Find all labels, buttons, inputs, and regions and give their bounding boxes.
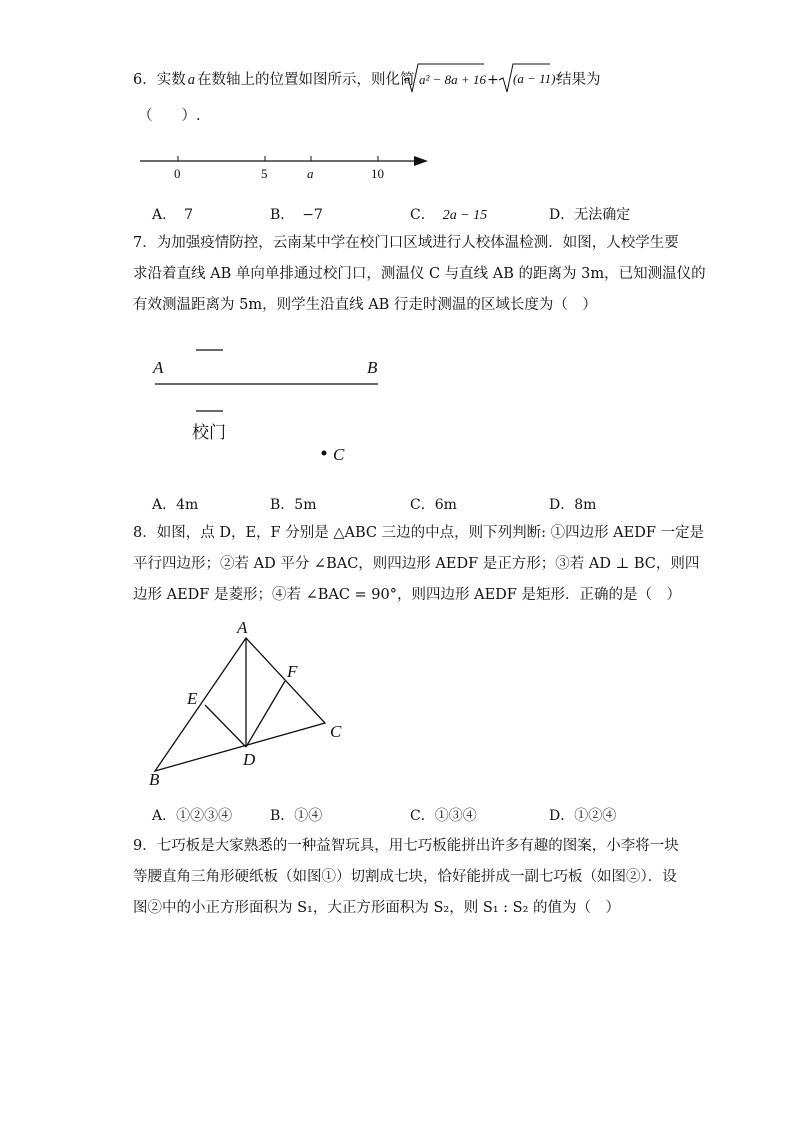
q7-line-1: 7．为加强疫情防控，云南某中学在校门口区域进行人校体温检测．如图，人校学生要 <box>133 235 679 251</box>
q6-text-post: 结果为 <box>557 72 601 88</box>
q9-line-1: 9．七巧板是大家熟悉的一种益智玩具，用七巧板能拼出许多有趣的图案，小李将一块 <box>133 838 679 854</box>
q8-line-1: 8．如图，点 D，E，F 分别是 △ABC 三边的中点，则下列判断: ①四边形 AEDF 一定是 <box>133 525 705 541</box>
q7-label-a: A <box>153 358 164 377</box>
option-value: 7 <box>184 207 194 223</box>
option-label: B． <box>270 207 295 223</box>
option-value: 8m <box>574 497 597 513</box>
q6-paren: （ ）. <box>138 108 201 124</box>
option-label: A． <box>152 808 177 824</box>
option-label: A． <box>152 497 177 513</box>
q8-label-d: D <box>243 750 256 769</box>
option-value: ①②④ <box>574 808 617 824</box>
q6-tick-10: 10 <box>371 166 384 181</box>
q8-option-b[interactable] <box>270 805 322 825</box>
q6-expr1: a² − 8a + 16 <box>419 72 486 87</box>
q6-tick-0: 0 <box>174 166 181 181</box>
q8-option-d[interactable] <box>549 805 616 825</box>
option-value: 2a − 15 <box>442 208 488 223</box>
option-value: ①④ <box>294 808 323 824</box>
q7-line-3: 有效测温距离为 5m，则学生沿直线 AB 行走时测温的区域长度为（ ） <box>133 297 597 313</box>
option-label: D． <box>549 497 575 513</box>
q8-label-a: A <box>237 618 248 637</box>
option-label: C． <box>410 207 435 223</box>
q6-plus: + <box>487 72 499 88</box>
q8-label-e: E <box>187 689 198 708</box>
q8-line-2: 平行四边形；②若 AD 平分 ∠BAC，则四边形 AEDF 是正方形；③若 AD ⊥ BC，则四 <box>133 556 700 572</box>
option-value: −7 <box>302 207 323 223</box>
q6-tick-a: a <box>307 166 314 181</box>
option-label: C． <box>410 497 435 513</box>
q7-label-c: C <box>333 445 345 464</box>
q8-label-f: F <box>287 662 298 681</box>
option-label: C． <box>410 808 435 824</box>
q6-expr2: (a − 11)² <box>513 71 560 86</box>
q8-option-c[interactable] <box>410 805 477 825</box>
q8-label-c: C <box>330 722 342 741</box>
q8-option-a[interactable] <box>152 805 232 825</box>
option-label: B． <box>270 808 295 824</box>
option-label: D． <box>549 808 575 824</box>
option-value: 4m <box>176 497 199 513</box>
option-value: 无法确定 <box>574 207 631 223</box>
option-label: D． <box>549 207 575 223</box>
q6-var: a <box>187 72 195 88</box>
option-value: 5m <box>294 497 317 513</box>
q6-text-pre: 实数 <box>156 72 186 88</box>
option-label: A． <box>152 207 177 223</box>
q6-number: 6． <box>133 72 157 88</box>
q7-label-b: B <box>367 358 378 377</box>
q7-label-gate: 校门 <box>192 423 226 443</box>
q8-triangle-abc <box>155 638 325 771</box>
option-label: B． <box>270 497 295 513</box>
q9-line-2: 等腰直角三角形硬纸板（如图①）切割成七块，恰好能拼成一副七巧板（如图②）．设 <box>133 869 677 885</box>
q9-line-3: 图②中的小正方形面积为 S₁，大正方形面积为 S₂，则 S₁ : S₂ 的值为（ ） <box>133 900 621 916</box>
q7-line-2: 求沿着直线 AB 单向单排通过校门口，测温仪 C 与直线 AB 的距离为 3m，已知测温仪的 <box>133 266 706 282</box>
option-value: ①②③④ <box>176 808 233 824</box>
option-value: 6m <box>434 497 457 513</box>
q8-label-b: B <box>149 770 160 789</box>
option-value: ①③④ <box>434 808 477 824</box>
q6-tick-5: 5 <box>261 166 268 181</box>
q8-line-3: 边形 AEDF 是菱形；④若 ∠BAC = 90°，则四边形 AEDF 是矩形．正确的是（ ） <box>133 587 681 603</box>
q6-text-mid: 在数轴上的位置如图所示，则化简 <box>196 72 415 88</box>
